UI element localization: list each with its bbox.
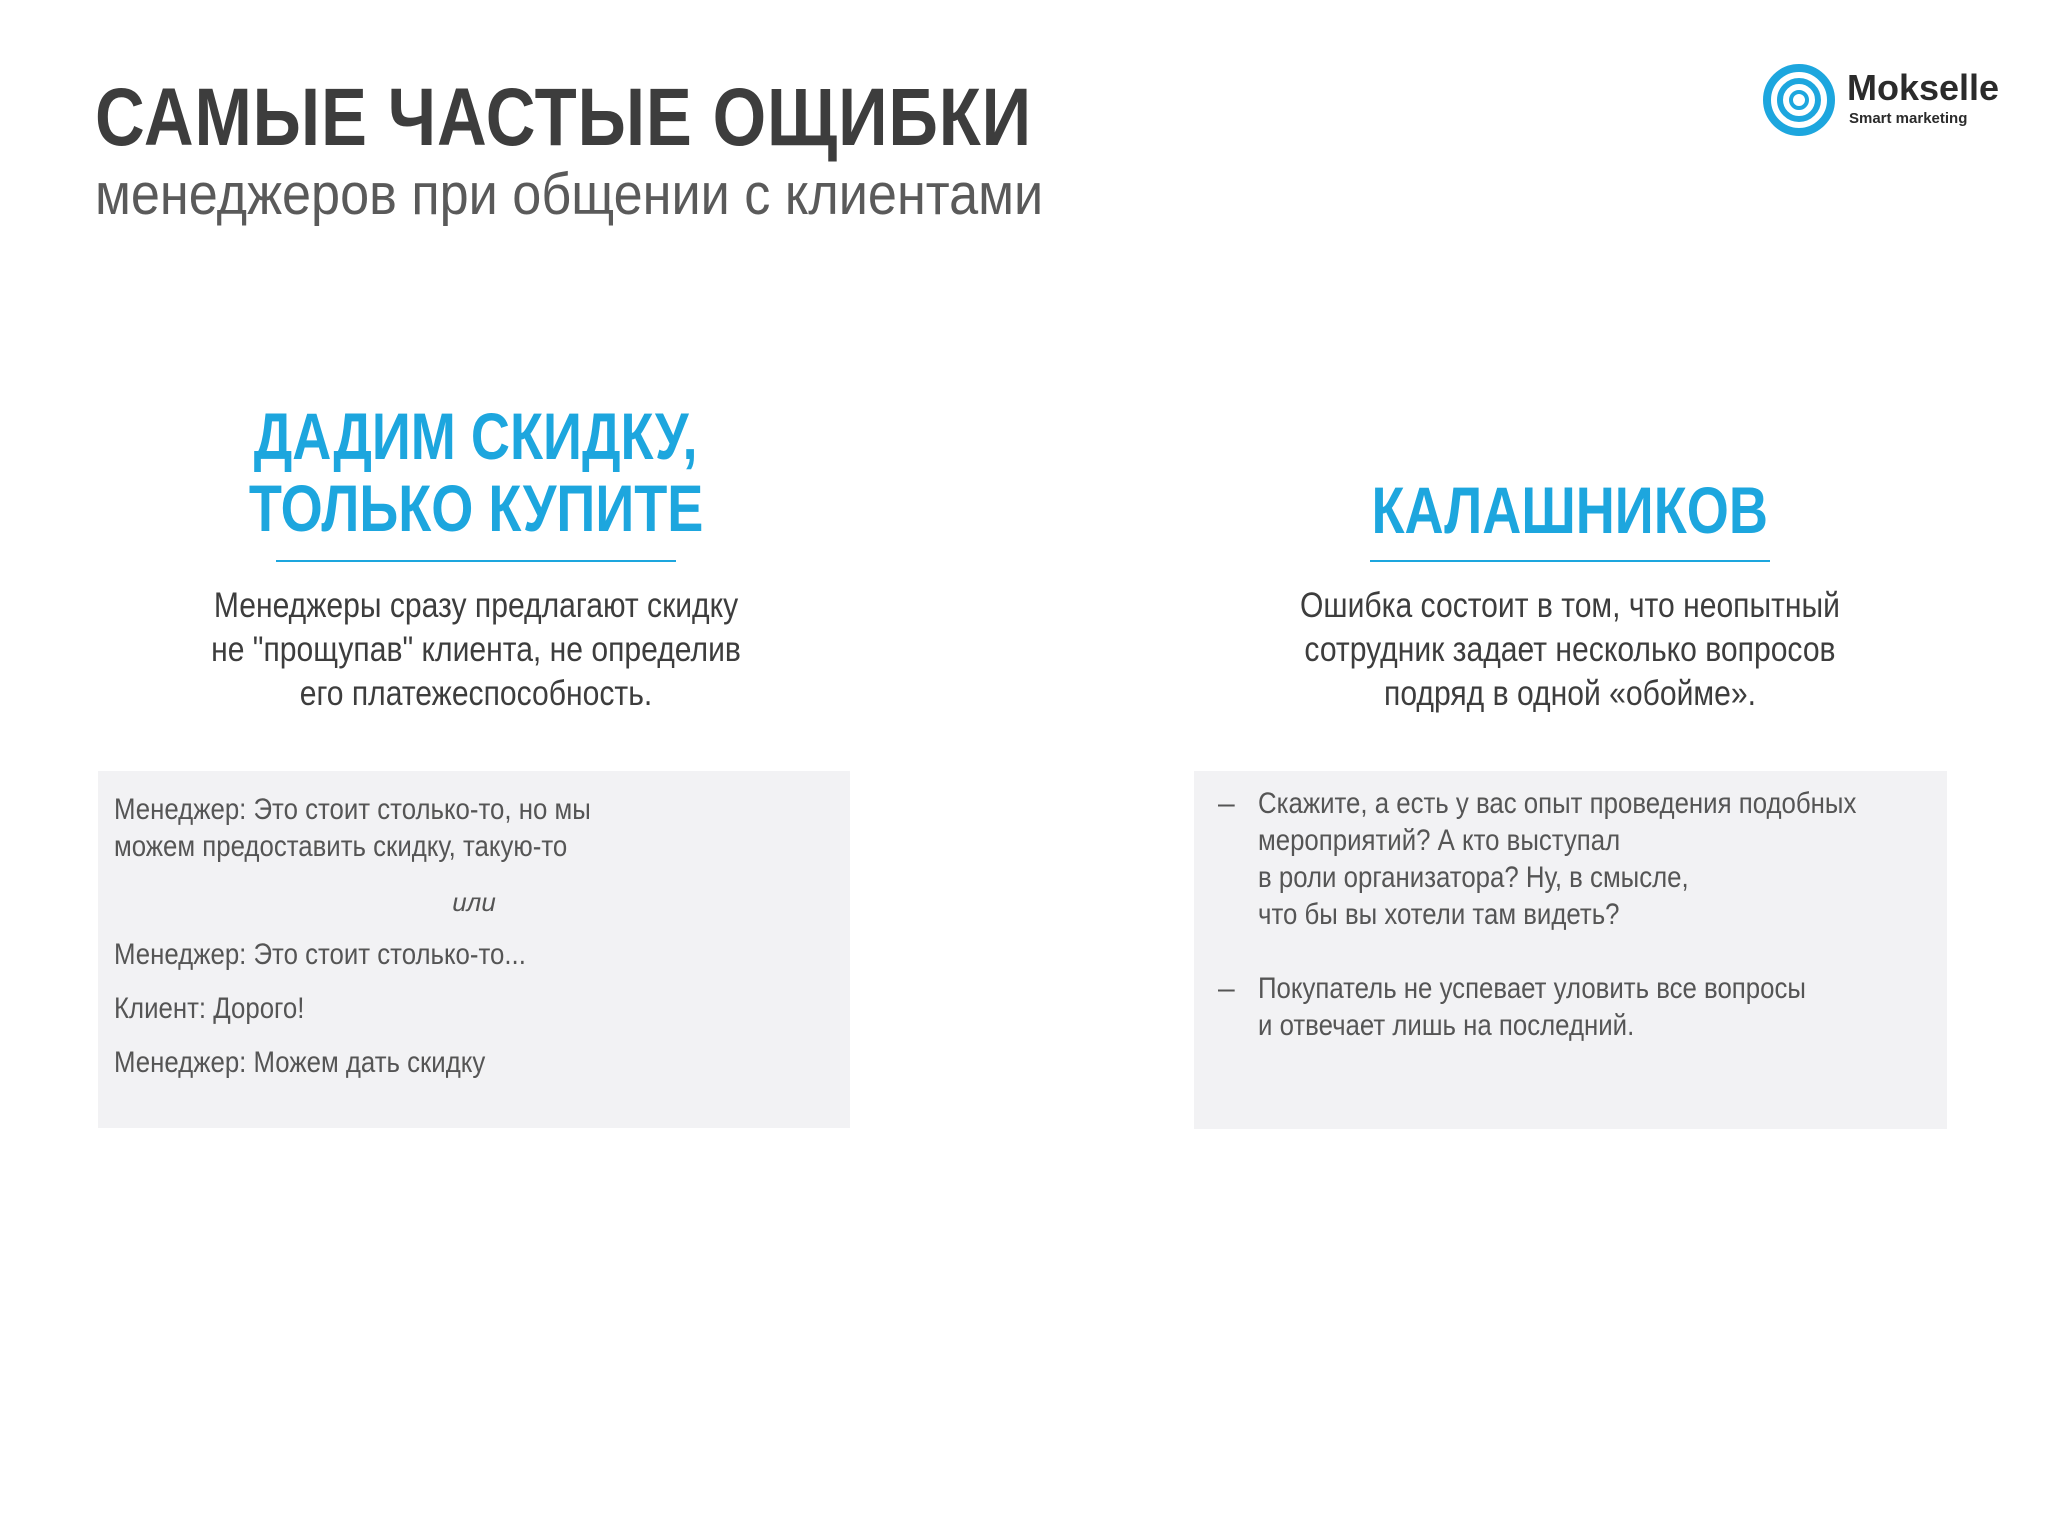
dash-marker: –: [1218, 972, 1235, 1005]
dialog-line: Клиент: Дорого!: [114, 992, 305, 1025]
list-item-line: Скажите, а есть у вас опыт проведения подобных: [1258, 787, 1857, 820]
list-item-line: что бы вы хотели там видеть?: [1258, 898, 1620, 931]
description-line: его платежеспособность.: [299, 674, 653, 713]
brand-tagline: Smart marketing: [1849, 110, 1968, 127]
heading-line: КАЛАШНИКОВ: [1371, 473, 1769, 547]
dialog-line: можем предоставить скидку, такую-то: [114, 830, 568, 863]
section-heading: [1190, 474, 1950, 546]
page-title: САМЫЕ ЧАСТЫЕ ОЩИБКИ: [95, 72, 1033, 163]
description-line: подряд в одной «обойме».: [1384, 674, 1756, 713]
dialog-or: или: [452, 887, 496, 917]
dialog-line: Менеджер: Это стоит столько-то...: [114, 938, 526, 971]
brand-logo: [1763, 64, 2013, 138]
example-box: [98, 771, 850, 1128]
description-line: Менеджеры сразу предлагают скидку: [213, 586, 739, 625]
list-item-line: Покупатель не успевает уловить все вопросы: [1258, 972, 1806, 1005]
section-description: [1190, 584, 1950, 716]
page-subtitle: менеджеров при общении с клиентами: [95, 162, 1044, 227]
section-heading: [96, 400, 856, 544]
example-box: [1194, 771, 1947, 1129]
heading-divider: [276, 560, 676, 562]
dash-marker: –: [1218, 787, 1235, 820]
heading-line: ДАДИМ СКИДКУ,: [254, 399, 698, 473]
concentric-circles-icon: [1763, 64, 1835, 136]
heading-divider: [1370, 560, 1770, 562]
section-description: [96, 584, 856, 716]
description-line: Ошибка состоит в том, что неопытный: [1300, 586, 1840, 625]
description-line: сотрудник задает несколько вопросов: [1304, 630, 1836, 669]
brand-name: Mokselle: [1847, 67, 2000, 108]
description-line: не "прощупав" клиента, не определив: [211, 630, 741, 669]
heading-line: ТОЛЬКО КУПИТЕ: [248, 471, 704, 545]
list-item-line: и отвечает лишь на последний.: [1258, 1009, 1635, 1042]
dialog-line: Менеджер: Это стоит столько-то, но мы: [114, 793, 591, 826]
dialog-line: Менеджер: Можем дать скидку: [114, 1046, 486, 1079]
list-item-line: в роли организатора? Ну, в смысле,: [1258, 861, 1689, 894]
list-item-line: мероприятий? А кто выступал: [1258, 824, 1621, 857]
